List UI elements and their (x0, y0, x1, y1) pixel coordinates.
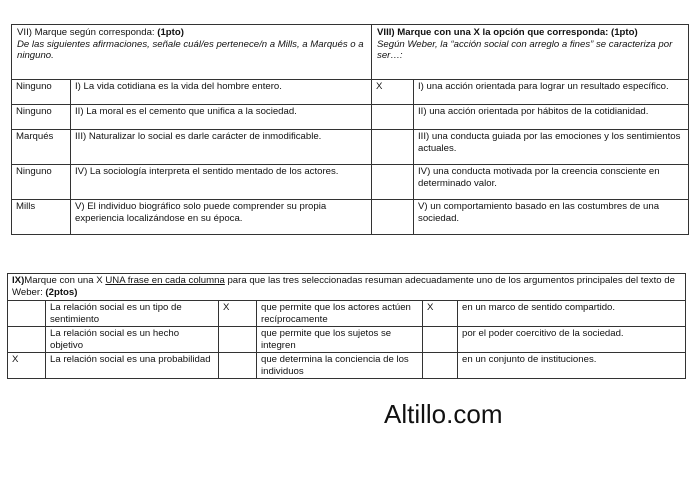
option-cell: V) un comportamiento basado en las costumbres de una sociedad. (414, 200, 689, 235)
table-row (8, 353, 686, 379)
answer-cell: Ninguno (12, 80, 71, 105)
section9-points: (2ptos) (45, 286, 78, 298)
statement-cell: V) El individuo biográfico solo puede comprender su propia experiencia localizándose en su época. (71, 200, 372, 235)
option-cell: II) una acción orientada por hábitos de la cotidianidad. (414, 105, 689, 130)
section8-instruction: Según Weber, la “acción social con arreglo a fines” se caracteriza por ser…: (377, 38, 673, 61)
mark-cell (372, 165, 414, 200)
phrase-cell: que determina la conciencia de los individuos (257, 353, 423, 379)
phrase-cell: que permite que los sujetos se integren (257, 327, 423, 353)
statement-cell: II) La moral es el cemento que unifica a la sociedad. (71, 105, 372, 130)
phrase-cell: por el poder coercitivo de la sociedad. (458, 327, 686, 353)
mark-cell: X (423, 301, 458, 327)
table-header-row (12, 25, 689, 80)
section9-title-a: Marque con una X (24, 275, 106, 286)
answer-cell: Marqués (12, 130, 71, 165)
section9-title-b: para que las tres seleccionadas resuman adecuadamente uno de los argumentos principales del texto de Weber: (12, 275, 675, 298)
table-row (12, 200, 689, 235)
section9-table (7, 273, 686, 379)
mark-cell (372, 105, 414, 130)
phrase-cell: La relación social es un hecho objetivo (46, 327, 219, 353)
mark-cell (423, 327, 458, 353)
mark-cell (8, 327, 46, 353)
table-row (12, 130, 689, 165)
phrase-cell: en un marco de sentido compartido. (458, 301, 686, 327)
mark-cell (219, 327, 257, 353)
table-row (8, 327, 686, 353)
table-row (12, 105, 689, 130)
brand-watermark: Altillo.com (384, 399, 503, 429)
section8-points: (1pto) (611, 27, 638, 38)
section8-title: VIII) Marque con una X la opción que corresponda: (377, 27, 612, 38)
option-cell: IV) una conducta motivada por la creencia consciente en determinado valor. (414, 165, 689, 200)
section9-number: IX) (12, 275, 25, 286)
option-cell: I) una acción orientada para lograr un resultado específico. (414, 80, 689, 105)
statement-cell: IV) La sociología interpreta el sentido mentado de los actores. (71, 165, 372, 200)
section7-header (12, 25, 372, 80)
mark-cell: X (372, 80, 414, 105)
mark-cell (219, 353, 257, 379)
section7-instruction: De las siguientes afirmaciones, señale cuál/es pertenece/n a Mills, a Marqués o a ninguno. (17, 38, 364, 61)
mark-cell (372, 130, 414, 165)
phrase-cell: La relación social es un tipo de sentimiento (46, 301, 219, 327)
section8-header (372, 25, 689, 80)
answer-cell: Ninguno (12, 165, 71, 200)
section9-header (8, 274, 686, 301)
sections-7-8-table (11, 24, 689, 235)
section9-title-underlined: UNA frase en cada columna (105, 275, 225, 286)
table-row (12, 80, 689, 105)
answer-cell: Mills (12, 200, 71, 235)
answer-cell: Ninguno (12, 105, 71, 130)
phrase-cell: La relación social es una probabilidad (46, 353, 219, 379)
table-row (8, 301, 686, 327)
mark-cell: X (219, 301, 257, 327)
mark-cell (8, 301, 46, 327)
mark-cell (423, 353, 458, 379)
section7-title: VII) Marque según corresponda: (17, 27, 158, 38)
statement-cell: I) La vida cotidiana es la vida del hombre entero. (71, 80, 372, 105)
section7-points: (1pto) (157, 27, 184, 38)
table-row (12, 165, 689, 200)
phrase-cell: en un conjunto de instituciones. (458, 353, 686, 379)
statement-cell: III) Naturalizar lo social es darle carácter de inmodificable. (71, 130, 372, 165)
mark-cell (372, 200, 414, 235)
phrase-cell: que permite que los actores actúen recíprocamente (257, 301, 423, 327)
section9-header-row (8, 274, 686, 301)
mark-cell: X (8, 353, 46, 379)
option-cell: III) una conducta guiada por las emociones y los sentimientos actuales. (414, 130, 689, 165)
